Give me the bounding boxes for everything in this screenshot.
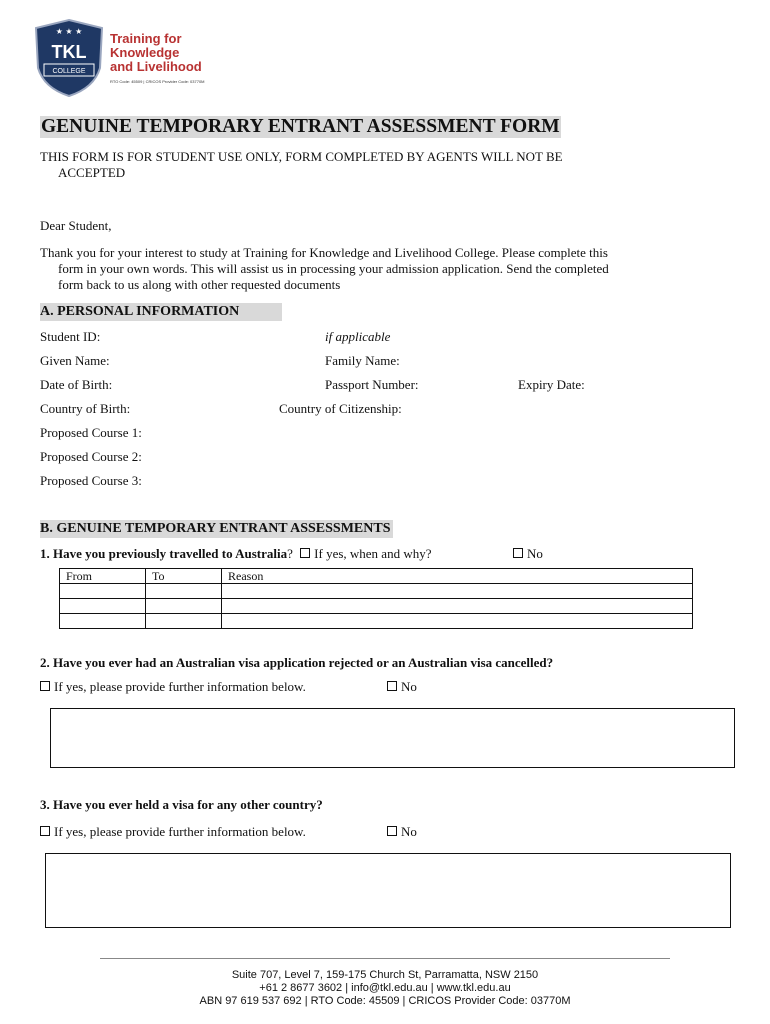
q2-no-label: No	[401, 679, 417, 694]
q3-details-box[interactable]	[45, 853, 731, 928]
table-cell[interactable]	[222, 599, 693, 614]
table-row	[60, 599, 693, 614]
q2-details-box[interactable]	[50, 708, 735, 768]
logo-wordmark	[110, 32, 202, 74]
table-header-from: From	[60, 569, 146, 584]
greeting: Dear Student,	[40, 218, 112, 233]
country-citizenship-label: Country of Citizenship:	[279, 401, 402, 416]
logo-line-2: Knowledge	[110, 45, 180, 60]
table-row	[60, 584, 693, 599]
q2-no-checkbox[interactable]	[387, 681, 397, 691]
table-cell[interactable]	[222, 584, 693, 599]
table-header-reason: Reason	[222, 569, 693, 584]
travel-history-table	[59, 568, 693, 629]
q3-no-checkbox[interactable]	[387, 826, 397, 836]
q3-yes-label: If yes, please provide further information below.	[54, 824, 306, 839]
given-name-label: Given Name:	[40, 353, 110, 368]
table-cell[interactable]	[146, 599, 222, 614]
question-1-text: 1. Have you previously travelled to Australia	[40, 546, 288, 561]
passport-label: Passport Number:	[325, 377, 419, 392]
q2-yes-label: If yes, please provide further information below.	[54, 679, 306, 694]
q2-yes-checkbox[interactable]	[40, 681, 50, 691]
table-cell[interactable]	[146, 584, 222, 599]
course-2-label: Proposed Course 2:	[40, 449, 142, 464]
q3-yes-option	[40, 824, 306, 840]
family-name-label: Family Name:	[325, 353, 400, 368]
logo-line-3: and Livelihood	[110, 59, 202, 74]
q3-no-option	[387, 824, 417, 840]
q3-no-label: No	[401, 824, 417, 839]
table-header-row	[60, 569, 693, 584]
section-b-heading: B. GENUINE TEMPORARY ENTRANT ASSESSMENTS	[40, 521, 391, 536]
logo-shield-sub: COLLEGE	[52, 68, 86, 75]
logo-shield-text: TKL	[51, 42, 87, 62]
table-cell[interactable]	[60, 599, 146, 614]
logo-line-1: Training for	[110, 31, 182, 46]
question-1	[40, 546, 431, 562]
footer-contact: +61 2 8677 3602 | info@tkl.edu.au | www.tkl.edu.au	[259, 982, 511, 994]
table-cell[interactable]	[60, 584, 146, 599]
q1-yes-label: If yes, when and why?	[314, 546, 432, 561]
course-3-label: Proposed Course 3:	[40, 473, 142, 488]
expiry-label: Expiry Date:	[518, 377, 585, 392]
form-title: GENUINE TEMPORARY ENTRANT ASSESSMENT FORM	[41, 116, 560, 137]
q3-yes-checkbox[interactable]	[40, 826, 50, 836]
intro-line-2: form in your own words. This will assist us in processing your admission application. Send the completed	[58, 261, 609, 276]
intro-line-1: Thank you for your interest to study at Training for Knowledge and Livelihood College. Please complete this	[40, 245, 608, 260]
table-cell[interactable]	[222, 614, 693, 629]
q1-no-option	[513, 546, 543, 562]
table-header-to: To	[146, 569, 222, 584]
q2-yes-option	[40, 679, 306, 695]
notice-line-1: THIS FORM IS FOR STUDENT USE ONLY, FORM COMPLETED BY AGENTS WILL NOT BE	[40, 149, 563, 164]
q2-no-option	[387, 679, 417, 695]
college-logo-shield-icon	[34, 18, 104, 98]
course-1-label: Proposed Course 1:	[40, 425, 142, 440]
logo-small-print: RTO Code: 45509 | CRICOS Provider Code: 03770M	[110, 79, 205, 84]
question-2: 2. Have you ever had an Australian visa application rejected or an Australian visa cancelled?	[40, 655, 554, 670]
section-a-heading: A. PERSONAL INFORMATION	[40, 303, 282, 321]
q1-yes-checkbox[interactable]	[300, 548, 310, 558]
question-3: 3. Have you ever held a visa for any other country?	[40, 797, 323, 812]
intro-line-3: form back to us along with other requested documents	[58, 277, 341, 292]
dob-label: Date of Birth:	[40, 377, 113, 392]
notice-line-2: ACCEPTED	[58, 165, 126, 180]
svg-text:★ ★ ★: ★ ★ ★	[55, 27, 83, 36]
table-cell[interactable]	[60, 614, 146, 629]
q1-no-checkbox[interactable]	[513, 548, 523, 558]
student-id-label: Student ID:	[40, 329, 101, 344]
footer-registration: ABN 97 619 537 692 | RTO Code: 45509 | CRICOS Provider Code: 03770M	[199, 995, 571, 1007]
if-applicable-note: if applicable	[325, 329, 391, 344]
question-1-mark: ?	[287, 546, 293, 561]
footer-divider	[100, 958, 670, 959]
country-birth-label: Country of Birth:	[40, 401, 131, 416]
q1-no-label: No	[527, 546, 543, 561]
table-cell[interactable]	[146, 614, 222, 629]
table-row	[60, 614, 693, 629]
footer-address: Suite 707, Level 7, 159-175 Church St, Parramatta, NSW 2150	[231, 969, 539, 981]
